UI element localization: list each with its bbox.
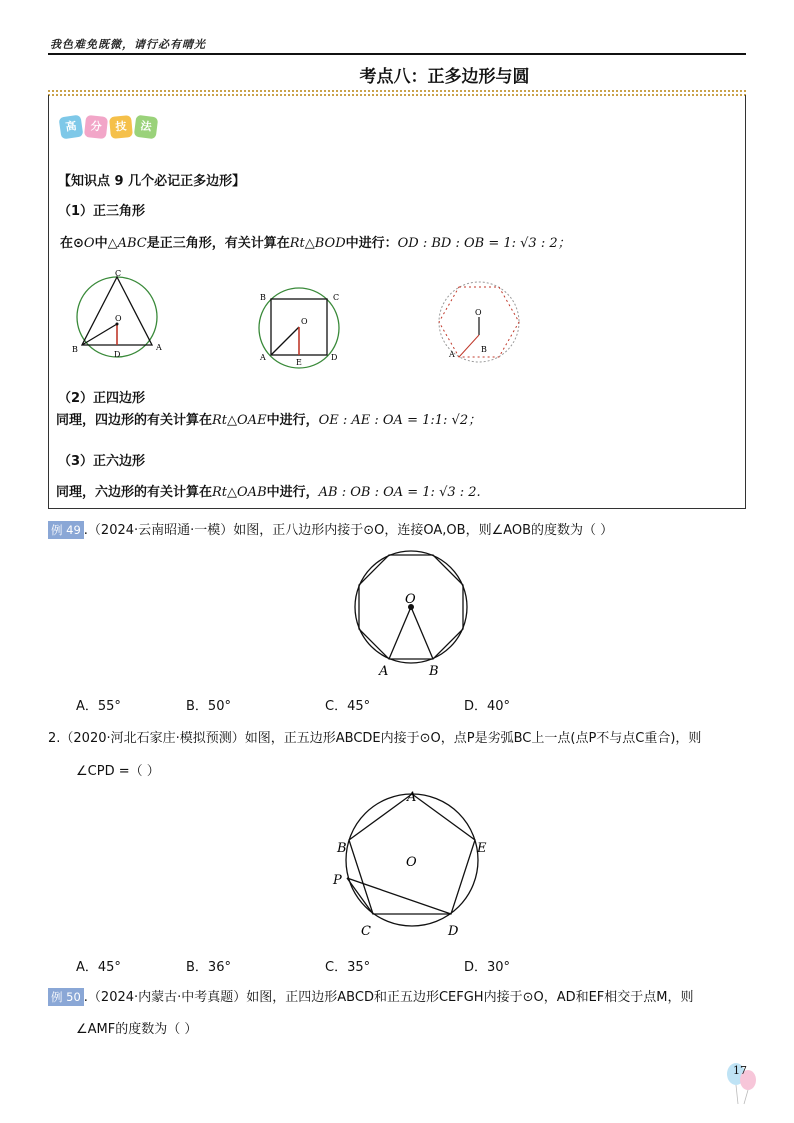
question-2-line-1: 2.（2020·河北石家庄·模拟预测）如图，正五边形ABCDE内接于⊙O，点P是劣弧BC上一点(点P不与点C重合)，则 — [48, 731, 702, 746]
fig-label: C — [361, 924, 371, 939]
fig-label: E — [296, 358, 302, 367]
fig-label: O — [406, 855, 417, 870]
knowledge-heading: 【知识点 9 几个必记正多边形】 — [58, 174, 246, 189]
fig-label: C — [333, 293, 340, 302]
header-motto: 我色难免既微，请行必有晴光 — [50, 38, 206, 51]
badge-char: 技 — [109, 115, 133, 139]
option-d[interactable]: D．30° — [464, 960, 511, 975]
triangle-figure — [66, 268, 170, 364]
question-49: 例 49 .（2024·云南昭通·一模）如图，正八边形内接于⊙O，连接OA,OB，则∠AOB的度数为（ ） — [48, 519, 613, 539]
question-50-line-1: 例 50 .（2024·内蒙古·中考真题）如图，正四边形ABCD和正五边形CEFGH内接于⊙O，AD和EF相交于点M，则 — [48, 986, 694, 1006]
option-c[interactable]: C．45° — [325, 699, 371, 714]
fig-label: O — [475, 308, 482, 317]
fig-label: A — [260, 353, 266, 362]
fig-label: D — [448, 924, 459, 939]
option-b[interactable]: B．50° — [186, 699, 231, 714]
fig-label: O — [405, 592, 416, 607]
fig-label: B — [260, 293, 266, 302]
badge-char: 高 — [59, 115, 84, 140]
hexagon-figure — [432, 277, 524, 369]
option-c[interactable]: C．35° — [325, 960, 371, 975]
fig-label: O — [115, 314, 122, 323]
square-figure — [254, 285, 346, 371]
fig-label: E — [477, 841, 487, 856]
fig-label: C — [115, 269, 122, 278]
fig-label: P — [333, 873, 342, 888]
page-title: 考点八：正多边形与圆 — [359, 67, 530, 87]
fig-label: D — [114, 350, 121, 359]
pentagon-figure — [330, 786, 494, 942]
fig-label: B — [429, 664, 439, 679]
section-1-title: （1）正三角形 — [58, 204, 146, 219]
fig-label: A — [407, 790, 417, 805]
option-a[interactable]: A．45° — [76, 960, 121, 975]
fig-label: B — [72, 345, 78, 354]
section-2-title: （2）正四边形 — [58, 391, 146, 406]
option-a[interactable]: A．55° — [76, 699, 121, 714]
option-b[interactable]: B．36° — [186, 960, 231, 975]
fig-label: A — [156, 343, 162, 352]
badge-char: 法 — [134, 115, 159, 140]
example-tag: 例 49 — [48, 521, 84, 539]
fig-label: O — [301, 317, 308, 326]
header-rule — [48, 53, 746, 55]
badge-char: 分 — [84, 115, 108, 139]
section-3-text: 同理，六边形的有关计算在Rt△OAB中进行，AB : OB : OA = 1: √3 : 2. — [56, 485, 481, 500]
title-dotted-rule — [48, 90, 746, 92]
page-number: 17 — [733, 1064, 747, 1077]
question-50-line-2: ∠AMF的度数为（ ） — [76, 1022, 198, 1037]
question-2-line-2: ∠CPD =（ ） — [76, 764, 160, 779]
fig-label: D — [331, 353, 338, 362]
octagon-figure — [346, 547, 476, 679]
section-2-text: 同理，四边形的有关计算在Rt△OAE中进行，OE : AE : OA = 1:1: √2； — [56, 413, 482, 428]
example-tag: 例 50 — [48, 988, 84, 1006]
option-d[interactable]: D．40° — [464, 699, 511, 714]
section-3-title: （3）正六边形 — [58, 454, 146, 469]
badge-high-score-tips — [60, 115, 160, 138]
fig-label: A — [379, 664, 389, 679]
section-1-text: 在⊙O中△ABC是正三角形，有关计算在Rt△BOD中进行：OD : BD : OB = 1: √3 : 2； — [60, 236, 571, 251]
fig-label: A — [449, 350, 455, 359]
fig-label: B — [481, 345, 487, 354]
fig-label: B — [337, 841, 347, 856]
